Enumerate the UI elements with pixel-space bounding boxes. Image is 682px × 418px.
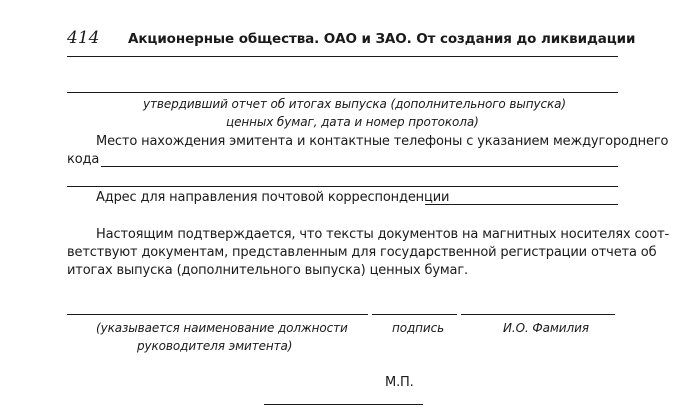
page-number: 414 [67, 28, 100, 48]
location-label-code: кода [67, 152, 100, 167]
position-blank-line [67, 314, 368, 315]
signature-blank-line [372, 314, 457, 315]
approval-hint-line-2: ценных бумаг, дата и номер протокола) [226, 115, 479, 129]
address-blank-line [425, 204, 618, 205]
stamp-rule [264, 404, 423, 405]
address-label: Адрес для направления почтовой корреспонденции [96, 190, 450, 205]
location-blank-line-1 [101, 166, 618, 167]
confirmation-line-1: Настоящим подтверждается, что тексты документов на магнитных носителях соот- [96, 227, 670, 242]
approving-body-blank-line [67, 92, 618, 93]
name-blank-line [461, 314, 615, 315]
confirmation-line-2: ветствуют документам, представленным для государственной регистрации отчета об [67, 245, 657, 260]
location-label-line-1: Место нахождения эмитента и контактные телефоны с указанием междугороднего [96, 134, 669, 149]
stamp-label: М.П. [385, 375, 414, 390]
position-hint-line-1: (указывается наименование должности [96, 321, 348, 335]
position-hint-line-2: руководителя эмитента) [137, 339, 293, 353]
header-rule [67, 56, 618, 57]
approval-hint-line-1: утвердивший отчет об итогах выпуска (дополнительного выпуска) [143, 97, 566, 111]
name-hint: И.О. Фамилия [503, 321, 589, 335]
location-blank-line-2 [67, 186, 618, 187]
signature-hint: подпись [392, 321, 445, 335]
confirmation-line-3: итогах выпуска (дополнительного выпуска) ценных бумаг. [67, 263, 469, 278]
running-title: Акционерные общества. ОАО и ЗАО. От создания до ликвидации [128, 31, 636, 47]
